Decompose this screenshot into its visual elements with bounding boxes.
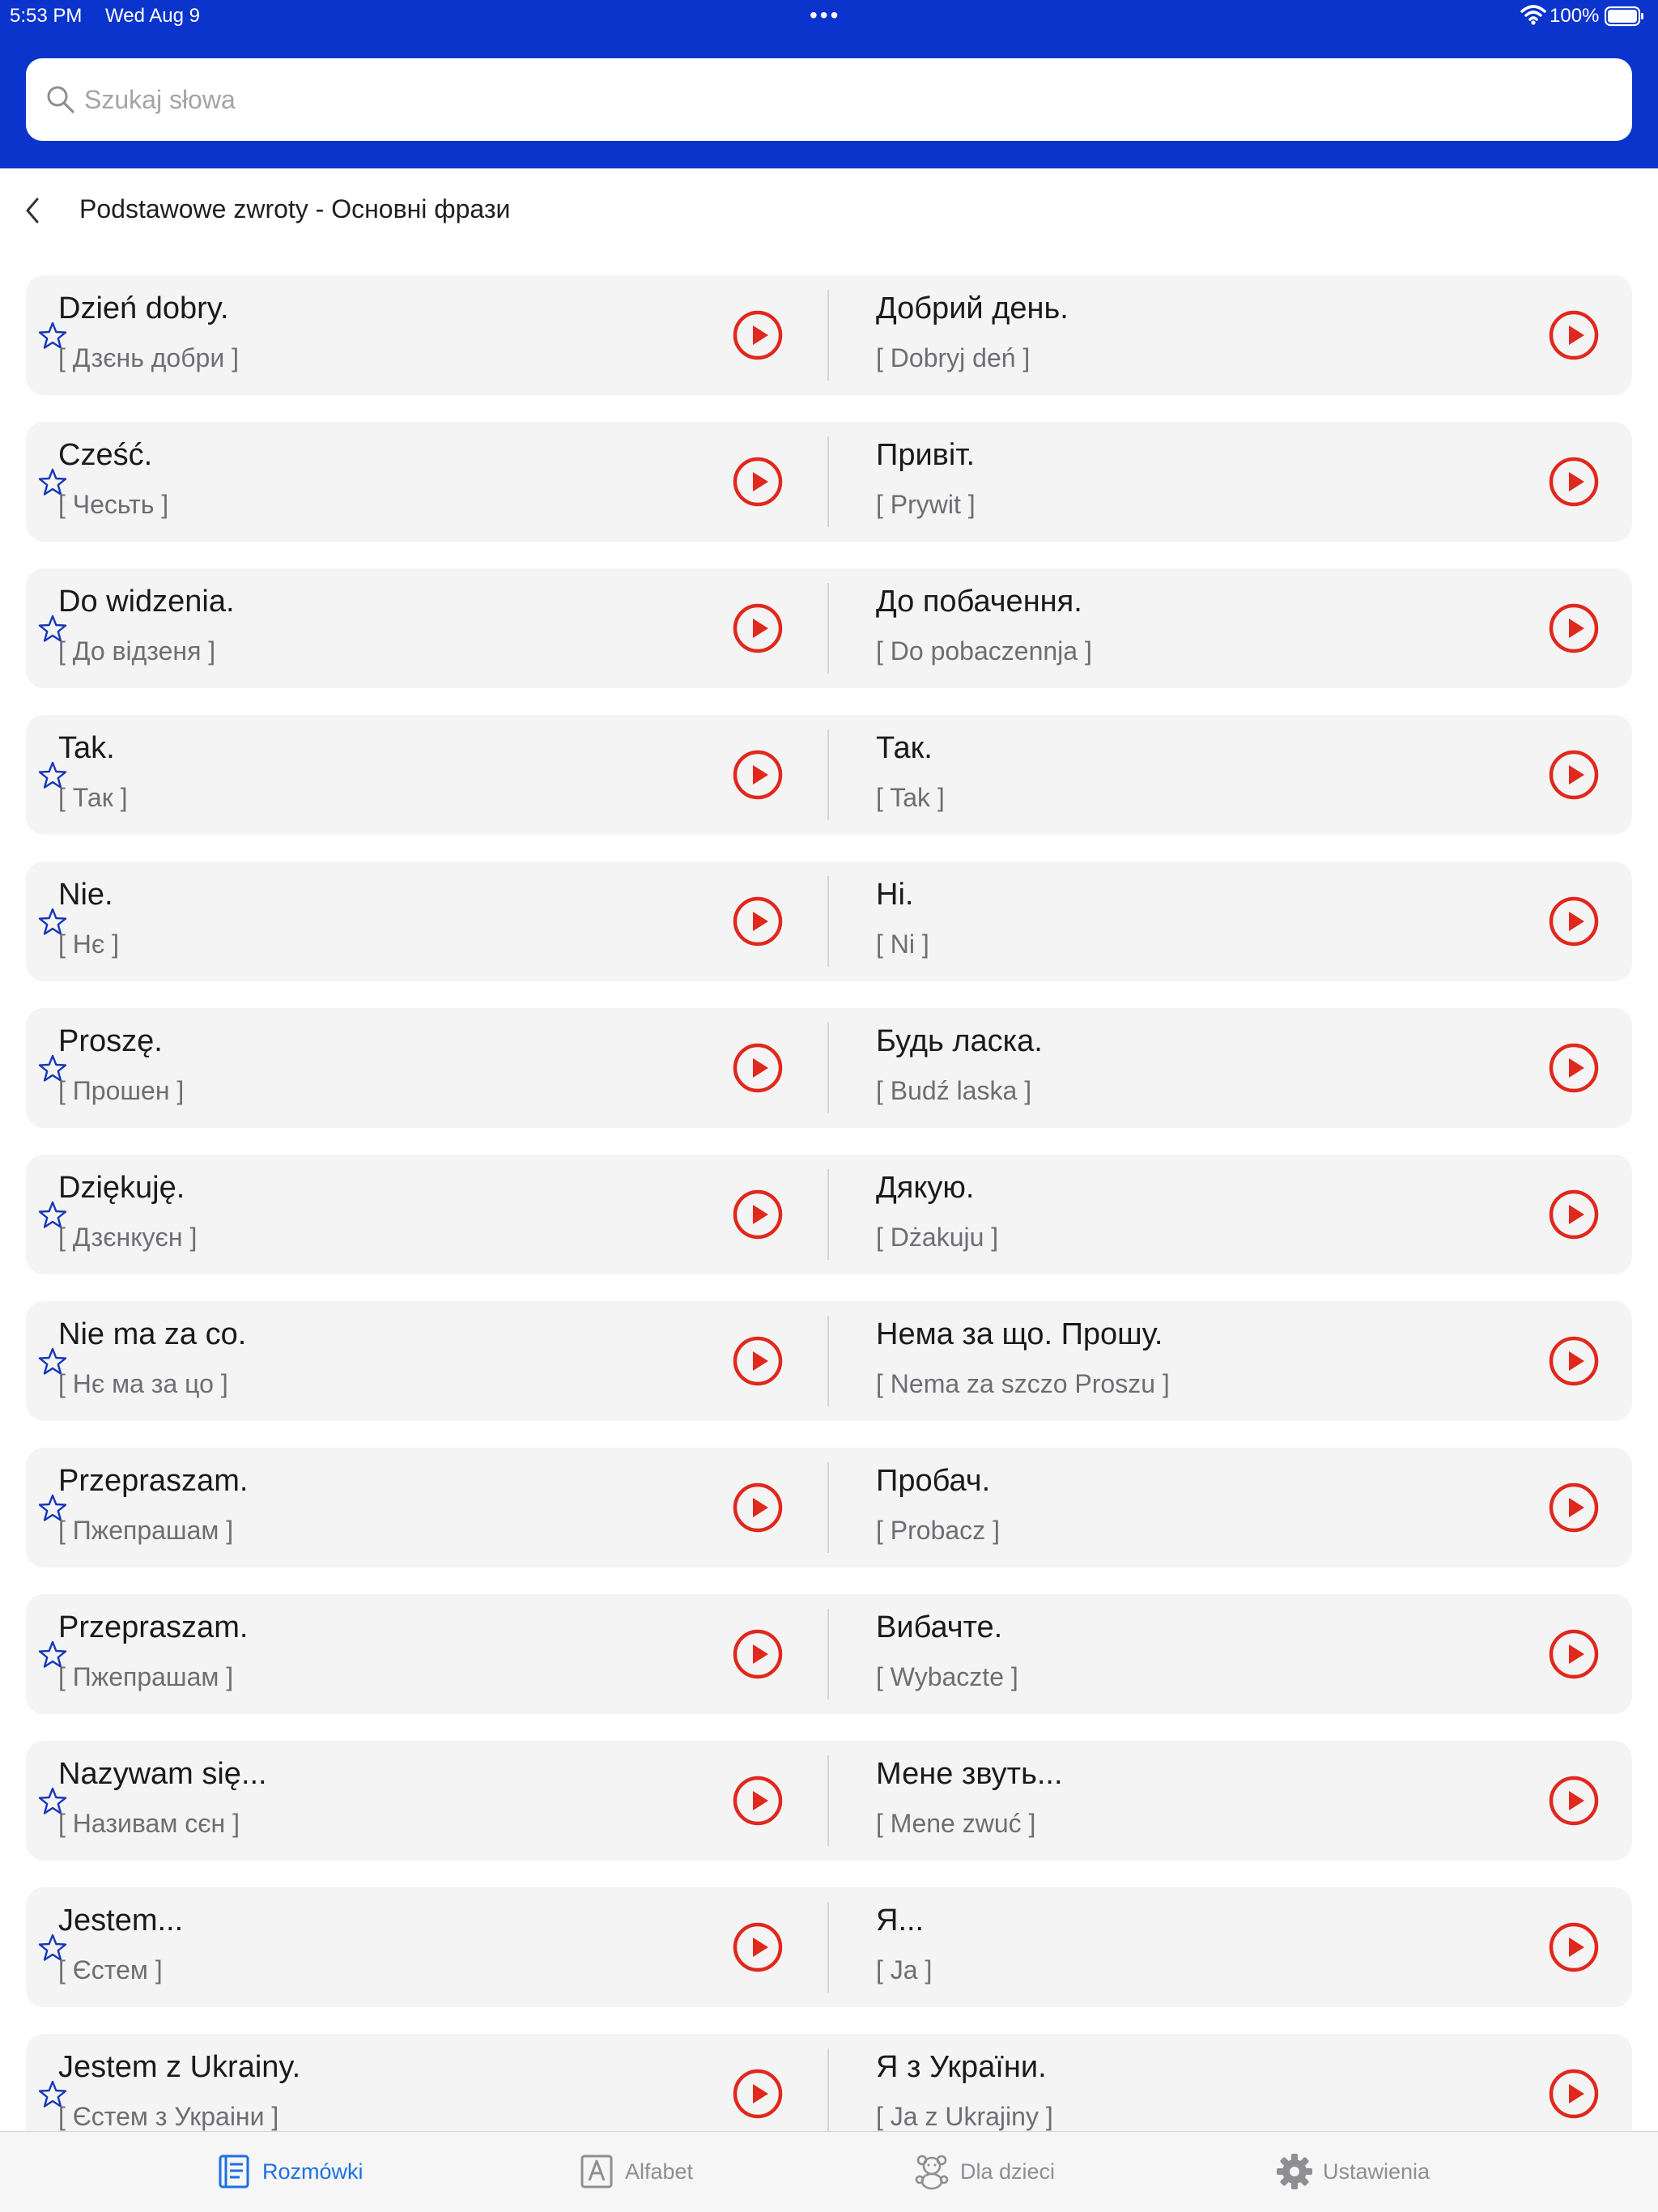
phrase-card[interactable] bbox=[26, 1594, 1632, 1714]
ukrainian-transcription: [ Dżakuju ] bbox=[876, 1223, 999, 1252]
ukrainian-transcription: [ Probacz ] bbox=[876, 1516, 1000, 1545]
play-ukrainian-icon[interactable] bbox=[1548, 2068, 1600, 2120]
ukrainian-transcription: [ Budź laska ] bbox=[876, 1076, 1032, 1105]
status-date: Wed Aug 9 bbox=[105, 5, 200, 27]
tab-label: Dla dzieci bbox=[960, 2159, 1056, 2184]
phrase-row bbox=[0, 715, 1658, 861]
ukrainian-phrase: Добрий день. bbox=[876, 291, 1069, 325]
play-polish-icon[interactable] bbox=[732, 1042, 784, 1094]
search-bar[interactable] bbox=[26, 58, 1632, 141]
ukrainian-transcription: [ Wybaczte ] bbox=[876, 1662, 1018, 1691]
polish-phrase: Proszę. bbox=[58, 1024, 163, 1058]
play-polish-icon[interactable] bbox=[732, 1189, 784, 1240]
polish-phrase: Przepraszam. bbox=[58, 1464, 249, 1498]
phrase-row bbox=[0, 1448, 1658, 1594]
status-time: 5:53 PM bbox=[10, 5, 83, 27]
phrase-card[interactable] bbox=[26, 1448, 1632, 1568]
play-polish-icon[interactable] bbox=[732, 895, 784, 947]
phrase-card[interactable] bbox=[26, 715, 1632, 835]
header-bar bbox=[0, 0, 1658, 168]
teddy-bear-icon bbox=[913, 2153, 950, 2190]
polish-transcription: [ Називам сєн ] bbox=[58, 1809, 240, 1838]
polish-phrase: Tak. bbox=[58, 731, 115, 765]
column-divider bbox=[827, 1023, 829, 1113]
phrase-row bbox=[0, 861, 1658, 1008]
column-divider bbox=[827, 290, 829, 381]
tab-label: Ustawienia bbox=[1323, 2159, 1431, 2184]
polish-transcription: [ Дзєнь добри ] bbox=[58, 343, 239, 372]
phrase-card[interactable] bbox=[26, 2034, 1632, 2131]
tab-label: Rozmówki bbox=[262, 2159, 363, 2184]
play-ukrainian-icon[interactable] bbox=[1548, 602, 1600, 654]
column-divider bbox=[827, 730, 829, 820]
phrase-row bbox=[0, 1887, 1658, 2034]
search-input[interactable] bbox=[84, 58, 1606, 141]
phrase-row bbox=[0, 422, 1658, 568]
play-ukrainian-icon[interactable] bbox=[1548, 1189, 1600, 1240]
ukrainian-phrase: Пробач. bbox=[876, 1464, 991, 1498]
phrase-row bbox=[0, 2034, 1658, 2131]
column-divider bbox=[827, 1462, 829, 1553]
ukrainian-phrase: Дякую. bbox=[876, 1171, 975, 1205]
ukrainian-transcription: [ Ja z Ukrajiny ] bbox=[876, 2102, 1053, 2131]
play-polish-icon[interactable] bbox=[732, 2068, 784, 2120]
status-bar bbox=[0, 0, 1658, 32]
play-polish-icon[interactable] bbox=[732, 456, 784, 508]
play-ukrainian-icon[interactable] bbox=[1548, 309, 1600, 361]
ukrainian-transcription: [ Do pobaczennja ] bbox=[876, 636, 1092, 666]
polish-phrase: Przepraszam. bbox=[58, 1610, 249, 1644]
phrase-row bbox=[0, 1008, 1658, 1155]
phrase-card[interactable] bbox=[26, 1887, 1632, 2007]
polish-transcription: [ Так ] bbox=[58, 783, 128, 812]
multitasking-dots-icon[interactable]: ••• bbox=[810, 2, 841, 28]
ukrainian-transcription: [ Ni ] bbox=[876, 929, 929, 959]
phrase-card[interactable] bbox=[26, 422, 1632, 542]
phrase-card[interactable] bbox=[26, 1008, 1632, 1128]
ukrainian-phrase: Я... bbox=[876, 1904, 925, 1938]
ukrainian-transcription: [ Dobryj deń ] bbox=[876, 343, 1031, 372]
polish-transcription: [ До відзеня ] bbox=[58, 636, 216, 666]
alphabet-icon bbox=[578, 2153, 615, 2190]
polish-phrase: Nie. bbox=[58, 878, 113, 912]
column-divider bbox=[827, 2048, 829, 2131]
ukrainian-transcription: [ Tak ] bbox=[876, 783, 945, 812]
polish-phrase: Jestem... bbox=[58, 1904, 184, 1938]
play-polish-icon[interactable] bbox=[732, 1335, 784, 1387]
play-ukrainian-icon[interactable] bbox=[1548, 1921, 1600, 1973]
phrase-card[interactable] bbox=[26, 1741, 1632, 1861]
ukrainian-transcription: [ Ja ] bbox=[876, 1955, 933, 1984]
polish-transcription: [ Єстем ] bbox=[58, 1955, 163, 1984]
polish-transcription: [ Нє ] bbox=[58, 929, 119, 959]
back-chevron-icon[interactable] bbox=[21, 196, 45, 225]
ukrainian-phrase: Привіт. bbox=[876, 438, 976, 472]
column-divider bbox=[827, 1755, 829, 1846]
play-polish-icon[interactable] bbox=[732, 1628, 784, 1680]
polish-phrase: Jestem z Ukrainy. bbox=[58, 2050, 301, 2084]
play-polish-icon[interactable] bbox=[732, 1775, 784, 1827]
play-ukrainian-icon[interactable] bbox=[1548, 749, 1600, 801]
ukrainian-phrase: До побачення. bbox=[876, 585, 1082, 619]
phrase-card[interactable] bbox=[26, 568, 1632, 688]
play-polish-icon[interactable] bbox=[732, 602, 784, 654]
polish-phrase: Do widzenia. bbox=[58, 585, 235, 619]
battery-percent: 100% bbox=[1550, 5, 1600, 27]
gear-icon bbox=[1276, 2153, 1313, 2190]
phrase-card[interactable] bbox=[26, 1301, 1632, 1421]
column-divider bbox=[827, 436, 829, 527]
play-ukrainian-icon[interactable] bbox=[1548, 456, 1600, 508]
phrase-row bbox=[0, 1741, 1658, 1887]
column-divider bbox=[827, 1902, 829, 1993]
phrase-card[interactable] bbox=[26, 275, 1632, 395]
ukrainian-phrase: Мене звуть... bbox=[876, 1757, 1063, 1791]
column-divider bbox=[827, 1609, 829, 1699]
play-ukrainian-icon[interactable] bbox=[1548, 1775, 1600, 1827]
play-polish-icon[interactable] bbox=[732, 1482, 784, 1534]
phrase-row bbox=[0, 568, 1658, 715]
book-icon bbox=[215, 2153, 253, 2190]
tab-bar bbox=[0, 2131, 1658, 2212]
polish-transcription: [ Прошен ] bbox=[58, 1076, 185, 1105]
play-ukrainian-icon[interactable] bbox=[1548, 1042, 1600, 1094]
play-polish-icon[interactable] bbox=[732, 1921, 784, 1973]
ukrainian-transcription: [ Prywit ] bbox=[876, 490, 976, 519]
breadcrumb bbox=[0, 178, 1658, 243]
phrase-row bbox=[0, 275, 1658, 422]
ukrainian-phrase: Вибачте. bbox=[876, 1610, 1003, 1644]
polish-transcription: [ Пжепрашам ] bbox=[58, 1662, 234, 1691]
play-ukrainian-icon[interactable] bbox=[1548, 1335, 1600, 1387]
play-ukrainian-icon[interactable] bbox=[1548, 1628, 1600, 1680]
column-divider bbox=[827, 876, 829, 967]
phrase-row bbox=[0, 1155, 1658, 1301]
ukrainian-transcription: [ Nema za szczo Proszu ] bbox=[876, 1369, 1170, 1398]
polish-phrase: Dziękuję. bbox=[58, 1171, 185, 1205]
polish-transcription: [ Єстем з Украіни ] bbox=[58, 2102, 279, 2131]
polish-transcription: [ Дзєнкуєн ] bbox=[58, 1223, 198, 1252]
polish-phrase: Nie ma za co. bbox=[58, 1317, 247, 1351]
phrase-row bbox=[0, 1594, 1658, 1741]
tab-label: Alfabet bbox=[625, 2159, 694, 2184]
polish-transcription: [ Чесьть ] bbox=[58, 490, 169, 519]
column-divider bbox=[827, 1169, 829, 1260]
play-ukrainian-icon[interactable] bbox=[1548, 895, 1600, 947]
ukrainian-phrase: Так. bbox=[876, 731, 933, 765]
play-polish-icon[interactable] bbox=[732, 749, 784, 801]
phrase-card[interactable] bbox=[26, 1155, 1632, 1274]
wifi-icon bbox=[1520, 3, 1546, 26]
battery-icon bbox=[1605, 6, 1645, 27]
page-title: Podstawowe zwroty - Основні фрази bbox=[79, 194, 511, 223]
polish-phrase: Dzień dobry. bbox=[58, 291, 229, 325]
polish-phrase: Cześć. bbox=[58, 438, 153, 472]
search-icon bbox=[45, 84, 76, 115]
ukrainian-phrase: Нема за що. Прошу. bbox=[876, 1317, 1163, 1351]
phrase-list[interactable] bbox=[0, 275, 1658, 2131]
play-polish-icon[interactable] bbox=[732, 309, 784, 361]
play-ukrainian-icon[interactable] bbox=[1548, 1482, 1600, 1534]
ukrainian-transcription: [ Mene zwuć ] bbox=[876, 1809, 1036, 1838]
polish-phrase: Nazywam się... bbox=[58, 1757, 267, 1791]
ukrainian-phrase: Я з України. bbox=[876, 2050, 1047, 2084]
polish-transcription: [ Пжепрашам ] bbox=[58, 1516, 234, 1545]
column-divider bbox=[827, 1316, 829, 1406]
phrase-card[interactable] bbox=[26, 861, 1632, 981]
ukrainian-phrase: Ні. bbox=[876, 878, 914, 912]
column-divider bbox=[827, 583, 829, 674]
polish-transcription: [ Нє ма за цо ] bbox=[58, 1369, 228, 1398]
phrase-row bbox=[0, 1301, 1658, 1448]
ukrainian-phrase: Будь ласка. bbox=[876, 1024, 1043, 1058]
